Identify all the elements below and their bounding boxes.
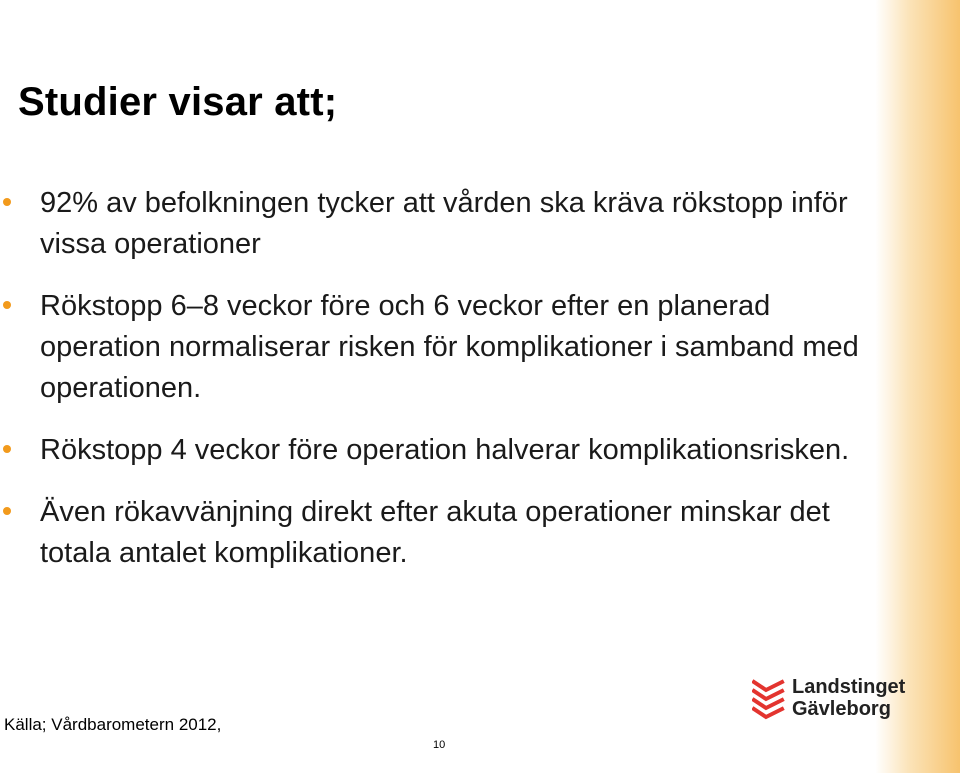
logo-text <box>792 676 905 720</box>
slide-title: Studier visar att; <box>18 80 338 124</box>
logo-line-2: Gävleborg <box>792 698 891 720</box>
page-number: 10 <box>433 739 446 751</box>
decorative-right-band <box>868 0 960 773</box>
bullet-item <box>0 492 860 574</box>
bullet-text: Rökstopp 4 veckor före operation halverar komplikationsrisken. <box>40 434 850 466</box>
landstinget-chevron-logo-icon <box>752 678 786 722</box>
bullet-item <box>0 430 860 471</box>
bullet-text: 92% av befolkningen tycker att vården ska kräva rökstopp inför vissa operationer <box>40 187 848 260</box>
bullet-dot-icon <box>3 507 11 515</box>
bullet-dot-icon <box>3 198 11 206</box>
bullet-text: Rökstopp 6–8 veckor före och 6 veckor efter en planerad operation normaliserar risken för komplikationer i samband med operationen. <box>40 290 859 404</box>
logo-line-1: Landstinget <box>792 676 906 698</box>
landstinget-gavleborg-logo <box>752 676 942 726</box>
bullet-list <box>0 183 860 574</box>
source-citation: Källa; Vårdbarometern 2012, <box>4 715 222 734</box>
bullet-item <box>0 183 860 265</box>
bullet-dot-icon <box>3 301 11 309</box>
bullet-dot-icon <box>3 445 11 453</box>
bullet-text: Även rökavvänjning direkt efter akuta operationer minskar det totala antalet komplikationer. <box>40 496 830 569</box>
bullet-item <box>0 286 860 409</box>
